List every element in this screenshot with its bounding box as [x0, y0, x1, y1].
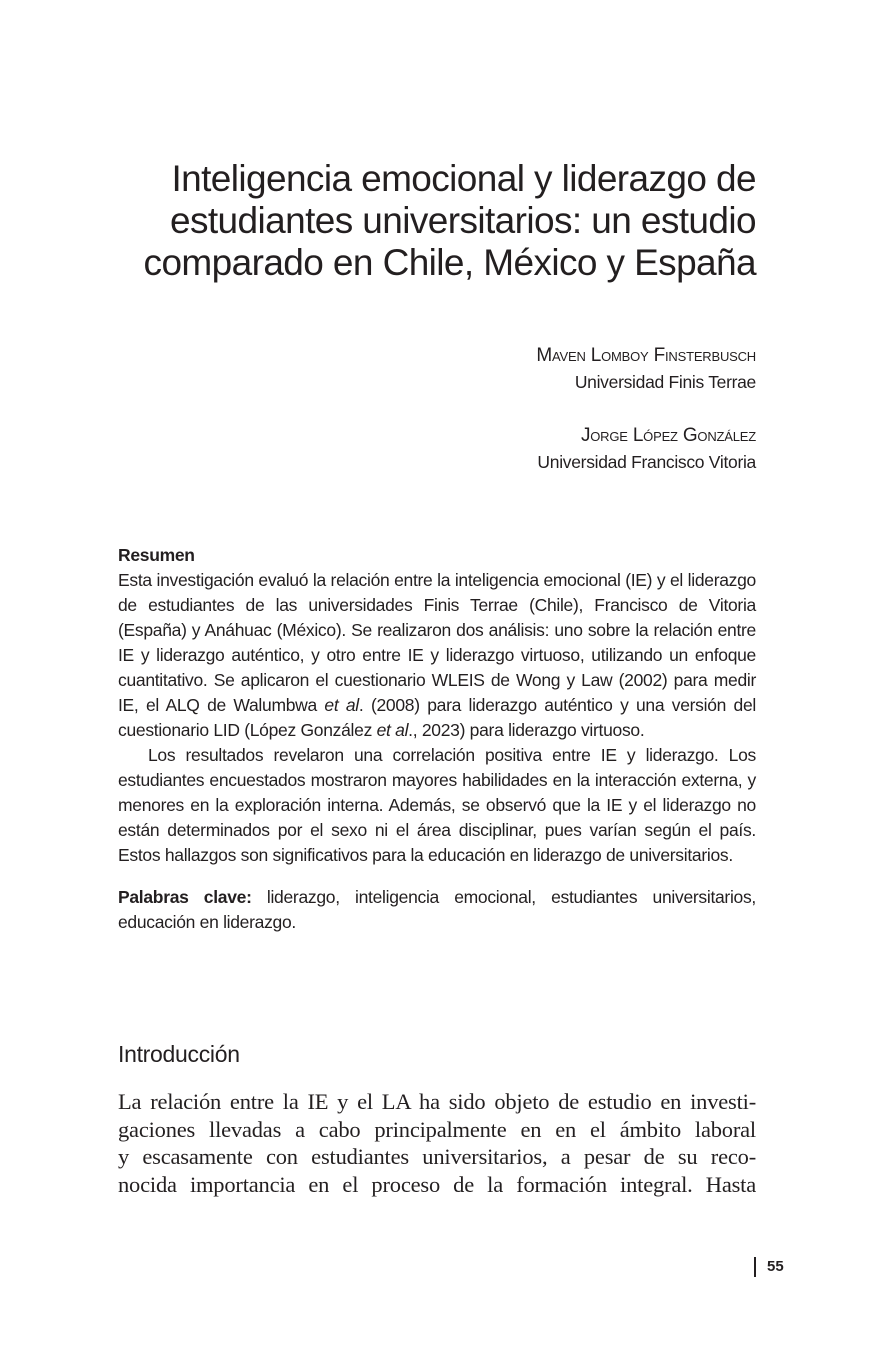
author-name: Jorge López González	[580, 425, 756, 446]
title-line: comparado en Chile, México y España	[143, 242, 756, 283]
abstract-text: Esta investigación evaluó la relación entre la inteligencia emocional (IE) y el liderazgo de estudiantes de las universidades Finis Terrae (Chile), Francisco de Vitoria (España) y Anáhuac (México). Se realizaron dos análisis: uno sobre la relación entre IE y liderazgo auténtico, y otro entre IE y liderazgo virtuoso, utilizando un enfoque cuantitativo. Se aplicaron el cuestionario WLEIS de Wong y Law (2002) para medir IE, el ALQ de Walumbwa	[118, 570, 756, 715]
keywords	[118, 885, 756, 935]
section-heading: Introducción	[118, 1041, 240, 1067]
abstract-text: . (2008) para liderazgo auténtico y una versión del cuestionario LID (López González	[118, 695, 757, 740]
author-list	[118, 342, 756, 502]
abstract-heading: Resumen	[118, 545, 195, 565]
page-number: 55	[767, 1258, 784, 1275]
title-line: Inteligencia emocional y liderazgo de	[171, 158, 756, 199]
author-entry	[118, 422, 756, 476]
abstract	[118, 543, 756, 935]
body-line: La relación entre la IE y el LA ha sido objeto de estudio en investi-	[118, 1089, 756, 1114]
body-line: nocida importancia en el proceso de la formación integral. Hasta	[118, 1171, 756, 1197]
abstract-text: ., 2023) para liderazgo virtuoso.	[408, 720, 645, 740]
page-number-block	[754, 1257, 784, 1277]
title-line: estudiantes universitarios: un estudio	[169, 200, 756, 241]
body-paragraph	[118, 1088, 756, 1198]
et-al-italic: et al	[324, 695, 359, 715]
author-name: Maven Lomboy Finsterbusch	[536, 345, 756, 366]
et-al-italic: et al	[376, 720, 409, 740]
author-entry	[118, 342, 756, 396]
keywords-text: liderazgo, inteligencia emocional, estudiantes universitarios, educación en liderazgo.	[118, 887, 756, 932]
body-line: y escasamente con estudiantes universitarios, a pesar de su reco-	[118, 1144, 756, 1169]
article-title	[118, 158, 756, 284]
keywords-label: Palabras clave:	[118, 887, 252, 907]
author-affiliation: Universidad Francisco Vitoria	[537, 452, 756, 472]
author-affiliation: Universidad Finis Terrae	[574, 372, 756, 392]
abstract-paragraph: Los resultados revelaron una correlación positiva entre IE y liderazgo. Los estudiantes encuestados mostraron mayores habilidades en la interacción externa, y menores en la exploración interna. Además, se observó que la IE y el liderazgo no están determinados por el sexo ni el área disciplinar, pues varían según el país. Estos hallazgos son significativos para la educación en liderazgo de universitarios.	[118, 745, 756, 865]
body-line: gaciones llevadas a cabo principalmente en en el ámbito laboral	[118, 1116, 756, 1142]
abstract-paragraph	[118, 568, 756, 743]
folio-divider	[754, 1257, 756, 1277]
